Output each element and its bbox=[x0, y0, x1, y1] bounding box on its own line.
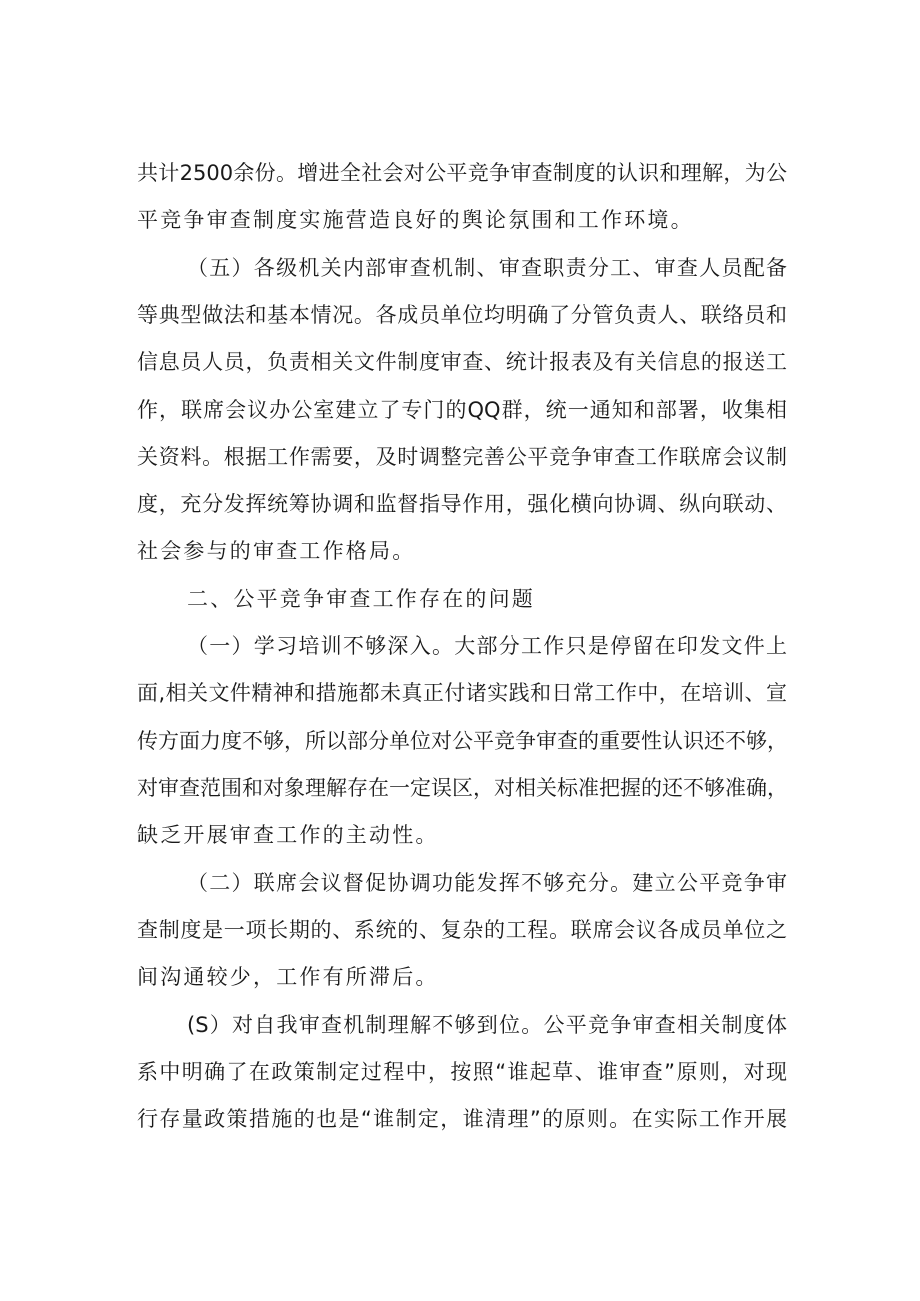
paragraph-line: 作，联席会议办公室建立了专门的QQ群，统一通知和部署，收集相 bbox=[137, 398, 787, 422]
paragraph-line: 等典型做法和基本情况。各成员单位均明确了分管负责人、联络员和 bbox=[137, 303, 787, 327]
paragraph-line: 平竞争审查制度实施营造良好的舆论氛围和工作环境。 bbox=[137, 208, 694, 232]
paragraph-line: 对审查范围和对象理解存在一定误区，对相关标准把握的还不够准确， bbox=[137, 776, 788, 800]
paragraph-line: 社会参与的审查工作格局。 bbox=[137, 539, 416, 563]
paragraph-line: 行存量政策措施的也是“谁制定，谁清理”的原则。在实际工作开展 bbox=[137, 1107, 787, 1131]
paragraph-line: （五）各级机关内部审查机制、审查职责分工、审查人员配备 bbox=[187, 256, 787, 280]
section-heading: 二、公平竞争审查工作存在的问题 bbox=[187, 587, 535, 611]
paragraph-line: 共计2500余份。增进全社会对公平竞争审查制度的认识和理解，为公 bbox=[137, 161, 787, 185]
paragraph-line: 关资料。根据工作需要，及时调整完善公平竞争审查工作联席会议制 bbox=[137, 445, 787, 469]
paragraph-line: (S）对自我审查机制理解不够到位。公平竞争审查相关制度体 bbox=[187, 1013, 787, 1037]
paragraph-line: 查制度是一项长期的、系统的、复杂的工程。联席会议各成员单位之 bbox=[137, 918, 787, 942]
paragraph-line: 信息员人员，负责相关文件制度审查、统计报表及有关信息的报送工 bbox=[137, 350, 787, 374]
paragraph-line: 缺乏开展审查工作的主动性。 bbox=[137, 823, 439, 847]
paragraph-line: 度，充分发挥统筹协调和监督指导作用，强化横向协调、纵向联动、 bbox=[137, 492, 787, 516]
paragraph-line: 传方面力度不够，所以部分单位对公平竞争审查的重要性认识还不够， bbox=[137, 729, 788, 753]
paragraph-line: （一）学习培训不够深入。大部分工作只是停留在印发文件上 bbox=[187, 634, 787, 658]
paragraph-line: 间沟通较少，工作有所滞后。 bbox=[137, 965, 439, 989]
paragraph-line: 面,相关文件精神和措施都未真正付诸实践和日常工作中，在培训、宣 bbox=[137, 681, 787, 705]
paragraph-line: （二）联席会议督促协调功能发挥不够充分。建立公平竞争审 bbox=[187, 871, 787, 895]
paragraph-line: 系中明确了在政策制定过程中，按照“谁起草、谁审查”原则，对现 bbox=[137, 1060, 787, 1084]
